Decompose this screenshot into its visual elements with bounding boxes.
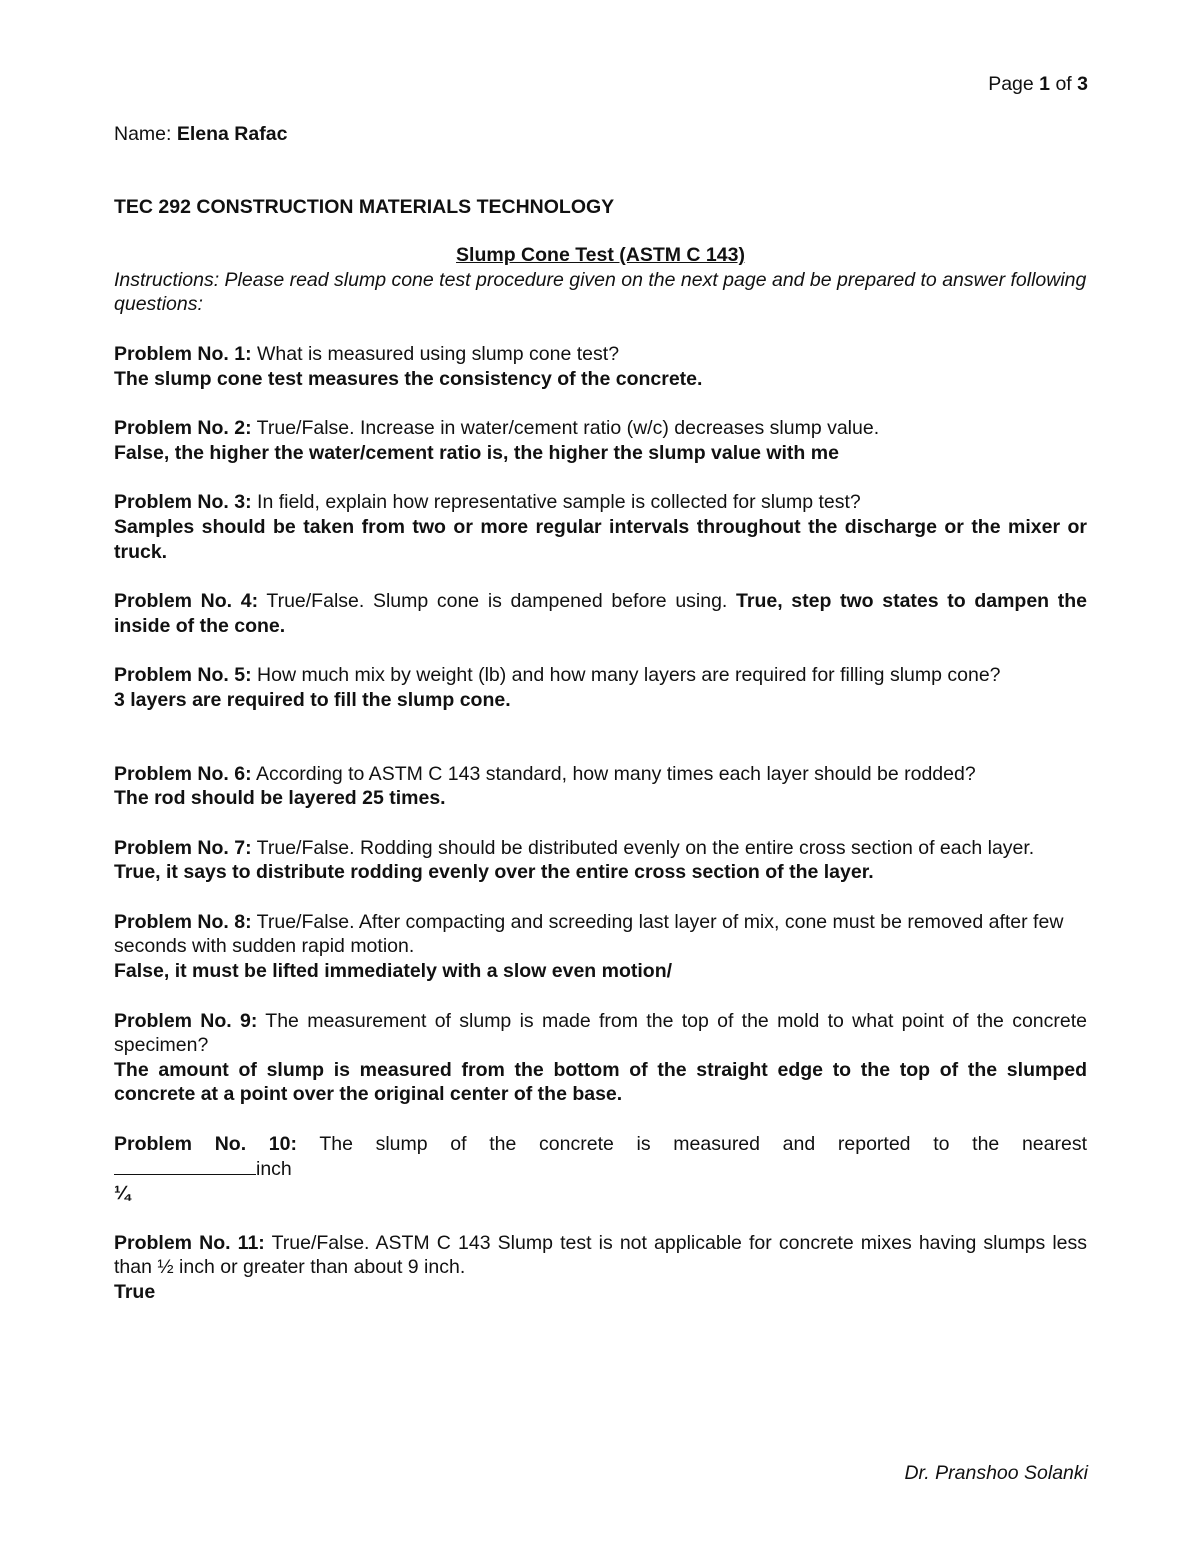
problem-label: Problem No. 11: [114, 1231, 265, 1254]
page-of: of [1050, 73, 1078, 95]
problem-label: Problem No. 10: [114, 1133, 297, 1156]
problem-answer: ¼ [114, 1182, 131, 1205]
problem-3 [114, 490, 1087, 564]
problem-7 [114, 836, 1087, 885]
problem-answer: Samples should be taken from two or more regular intervals throughout the discharge or the mixer or truck. [114, 515, 1087, 563]
student-name [114, 122, 1087, 147]
problem-label: Problem No. 9: [114, 1009, 258, 1032]
problem-6 [114, 762, 1087, 811]
problem-label: Problem No. 4: [114, 590, 259, 613]
problem-11 [114, 1231, 1087, 1305]
problem-question-wrap [114, 1231, 1087, 1280]
problem-label: Problem No. 1: [114, 342, 252, 365]
problem-label: Problem No. 2: [114, 417, 252, 440]
problem-answer: True [114, 1281, 156, 1303]
problem-question: The measurement of slump is made from the top of the mold to what point of the concrete specimen? [114, 1009, 1087, 1057]
problem-label: Problem No. 5: [114, 664, 252, 687]
name-label: Name: [114, 123, 177, 145]
document-body [114, 122, 1087, 1330]
problem-question-unit: inch [256, 1157, 292, 1180]
problem-label: Problem No. 8: [114, 910, 252, 933]
footer-author: Dr. Pranshoo Solanki [904, 1462, 1088, 1484]
page-number [988, 72, 1088, 97]
problem-8 [114, 910, 1087, 984]
problem-9 [114, 1009, 1087, 1107]
page-label: Page [988, 73, 1040, 95]
page-total: 3 [1077, 73, 1088, 95]
problem-question: True/False. After compacting and screeding last layer of mix, cone must be removed after few seconds with sudden rapid motion. [114, 910, 1064, 958]
instructions: Instructions: Please read slump cone test procedure given on the next page and be prepared to answer following questions: [114, 268, 1087, 316]
problem-answer: 3 layers are required to fill the slump cone. [114, 688, 511, 711]
problem-question: True/False. ASTM C 143 Slump test is not applicable for concrete mixes having slumps less than ½ inch or greater than about 9 inch. [114, 1231, 1087, 1279]
problem-10 [114, 1132, 1087, 1206]
problem-answer: True, it says to distribute rodding evenly over the entire cross section of the layer. [114, 861, 874, 884]
problem-answer: The slump cone test measures the consistency of the concrete. [114, 367, 703, 390]
problem-question-wrap [114, 1009, 1087, 1058]
problem-label: Problem No. 7: [114, 836, 252, 859]
problem-answer: The rod should be layered 25 times. [114, 787, 446, 810]
problem-question: What is measured using slump cone test? [251, 342, 620, 365]
problem-answer: False, the higher the water/cement ratio is, the higher the slump value with me [114, 441, 839, 464]
problem-question: True/False. Increase in water/cement ratio (w/c) decreases slump value. [251, 417, 880, 440]
problem-answer: The amount of slump is measured from the bottom of the straight edge to the top of the slumped concrete at a point over the original center of the base. [114, 1058, 1087, 1106]
problem-question-wrap [114, 663, 1087, 688]
page-current: 1 [1039, 73, 1051, 95]
name-value: Elena Rafac [176, 123, 288, 145]
problem-answer: False, it must be lifted immediately with a slow even motion/ [114, 960, 673, 983]
problem-question: True/False. Rodding should be distributed evenly on the entire cross section of each layer. [251, 836, 1035, 859]
problem-question: How much mix by weight (lb) and how many layers are required for filling slump cone? [251, 664, 1001, 687]
problem-label: Problem No. 6: [114, 762, 252, 785]
problem-2 [114, 416, 1087, 465]
problem-5 [114, 663, 1087, 712]
page-title: Slump Cone Test (ASTM C 143) [456, 244, 745, 267]
fill-in-blank [114, 1158, 256, 1175]
problem-answer: True, step two states to dampen the inside of the cone. [114, 590, 1088, 637]
problem-1 [114, 342, 1087, 391]
problem-question-wrap [114, 1132, 1087, 1157]
problem-question: The slump of the concrete is measured and reported to the nearest [296, 1133, 1087, 1156]
answer-blank-line [114, 1157, 1087, 1182]
problem-label: Problem No. 3: [114, 491, 252, 514]
problem-question: True/False. Slump cone is dampened before using. [258, 590, 737, 613]
problem-question: In field, explain how representative sample is collected for slump test? [251, 491, 861, 514]
course-title: TEC 292 CONSTRUCTION MATERIALS TECHNOLOGY [114, 195, 615, 218]
problem-4 [114, 589, 1087, 638]
problem-question: According to ASTM C 143 standard, how many times each layer should be rodded? [251, 762, 976, 785]
